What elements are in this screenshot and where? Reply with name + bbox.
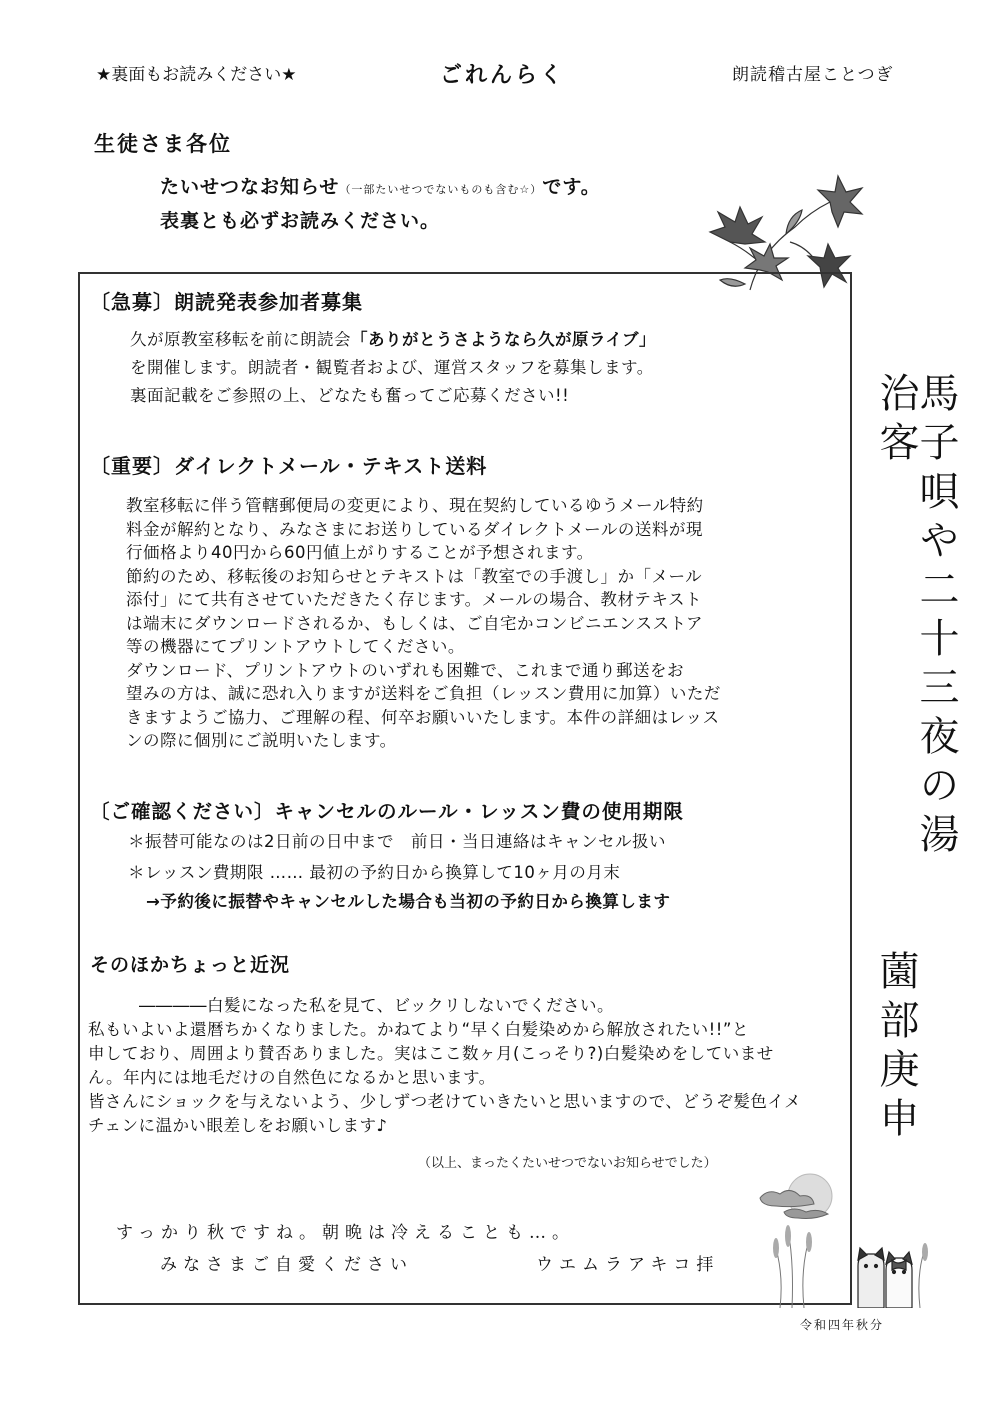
header-organization: 朗読稽古屋ことつぎ: [732, 65, 894, 85]
intro-line-1: [160, 172, 601, 199]
postage-body: [126, 494, 846, 753]
news-line: 申しており、周囲より賛否ありました。実はここ数ヶ月(こっそり?)白髪染めをしていませ: [88, 1044, 774, 1063]
postage-line: 等の機器にてプリントアウトしてください。: [126, 637, 465, 656]
closing-line-1: すっかり秋ですね。朝晩は冷えることも…。: [116, 1223, 575, 1243]
section-heading-news: そのほかちょっと近況: [90, 954, 291, 976]
postage-line: ンの際に個別にご説明いたします。: [126, 731, 397, 750]
signature: ウエムラアキコ拝: [536, 1255, 720, 1275]
intro-line-2: 表裏とも必ずお読みください。: [160, 210, 441, 232]
recruitment-line-1: [130, 328, 656, 352]
page-title: ごれんらく: [440, 63, 566, 88]
main-content-frame: [78, 272, 852, 1305]
cancel-rule-note: →予約後に振替やキャンセルした場合も当初の予約日から換算します: [146, 892, 671, 911]
news-line: チェンに温かい眼差しをお願いします♪: [88, 1116, 388, 1135]
postage-line: 教室移転に伴う管轄郵便局の変更により、現在契約しているゆうメール特約: [126, 496, 704, 515]
addressee: 生徒さま各位: [94, 132, 232, 156]
news-line: 皆さんにショックを与えないよう、少しずつ老けていきたいと思いますので、どうぞ髪色イメ: [88, 1092, 802, 1111]
intro-end: です。: [542, 176, 601, 198]
postage-line: 節約のため、移転後のお知らせとテキストは「教室での手渡し」か「メール: [126, 566, 703, 586]
haiku-author: 薗部庚申: [873, 950, 919, 1146]
closing-line-2: みなさまご自愛ください: [160, 1255, 413, 1275]
moon-clouds-illustration: [754, 1168, 850, 1228]
postage-line: 料金が解約となり、みなさまにお送りしているダイレクトメールの送料が現: [126, 519, 703, 539]
footer-date: 令和四年秋分: [800, 1318, 885, 1332]
postage-line: ダウンロード、プリントアウトのいずれも困難で、これまで通り郵送をお: [126, 660, 685, 680]
haiku-text: 馬子唄や二十三夜の湯治客: [873, 372, 959, 862]
cancel-rule-2: ＊レッスン費期限 …… 最初の予約日から換算して10ヶ月の月末: [128, 863, 621, 882]
news-aside: （以上、まったくたいせつでないお知らせでした）: [418, 1156, 717, 1171]
recruitment-line-1-text: 久が原教室移転を前に朗読会: [130, 330, 351, 349]
event-name: 「ありがとうさようなら久が原ライブ」: [351, 330, 657, 349]
section-heading-recruitment: 〔急募〕朗読発表参加者募集: [90, 290, 363, 314]
recruitment-line-2: を開催します。朗読者・観覧者および、運営スタッフを募集します。: [130, 358, 654, 377]
postage-line: 行価格より40円から60円値上がりすることが予想されます。: [126, 543, 594, 562]
postage-line: きますようご協力、ご理解の程、何卒お願いいたします。本件の詳細はレッス: [126, 707, 720, 727]
section-heading-cancel-rules: 〔ご確認ください〕キャンセルのルール・レッスン費の使用期限: [90, 800, 684, 823]
intro-note: （一部たいせつでないものも含む☆）: [339, 183, 543, 196]
section-heading-postage: 〔重要〕ダイレクトメール・テキスト送料: [90, 454, 488, 478]
postage-line: 添付」にて共有させていただきたく存じます。メールの場合、教材テキスト: [126, 590, 703, 609]
postage-line: 望みの方は、誠に恐れ入りますが送料をご負担（レッスン費用に加算）いただ: [126, 684, 721, 703]
recruitment-line-3: 裏面記載をご参照の上、どなたも奮ってご応募ください!!: [130, 386, 570, 405]
cancel-rule-1: ＊振替可能なのは2日前の日中まで 前日・当日連絡はキャンセル扱い: [128, 832, 666, 851]
header-notice: ★裏面もお読みください★: [96, 65, 297, 85]
postage-line: は端末にダウンロードされるか、もしくは、ご自宅かコンビニエンスストア: [126, 613, 704, 633]
news-line: 私もいよいよ還暦ちかくなりました。かねてより“早く白髪染めから解放されたい!!”と: [88, 1020, 749, 1039]
news-line: ――――白髪になった私を見て、ビックリしないでください。: [88, 996, 615, 1015]
cats-grass-illustration: [770, 1222, 930, 1308]
intro-main: たいせつなお知らせ: [160, 176, 340, 198]
news-body: [88, 994, 840, 1138]
news-line: ん。年内には地毛だけの自然色になるかと思います。: [88, 1068, 496, 1087]
